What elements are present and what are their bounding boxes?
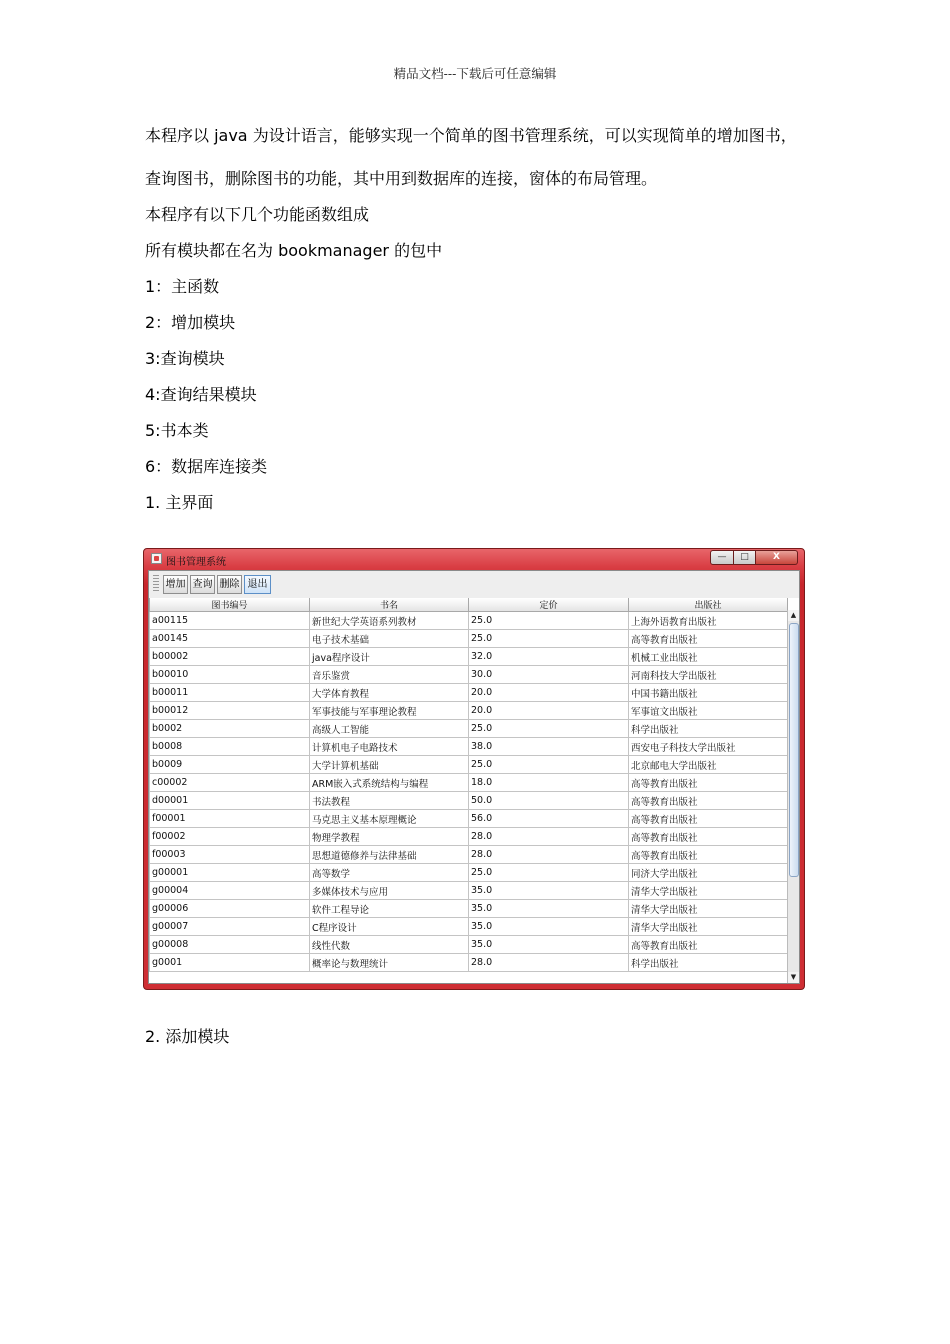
exit-button[interactable]: 退出: [244, 575, 271, 594]
cell-book-title: 物理学教程: [310, 828, 469, 846]
cell-book-id: g00008: [150, 936, 310, 954]
cell-book-publisher: 清华大学出版社: [629, 900, 788, 918]
cell-book-price: 25.0: [469, 864, 629, 882]
column-header-id[interactable]: 图书编号: [150, 598, 310, 612]
cell-book-id: b00011: [150, 684, 310, 702]
table-row[interactable]: [150, 792, 788, 810]
cell-book-price: 38.0: [469, 738, 629, 756]
cell-book-title: 计算机电子电路技术: [310, 738, 469, 756]
toolbar: [149, 571, 799, 599]
cell-book-price: 20.0: [469, 684, 629, 702]
maximize-button[interactable]: □: [734, 550, 756, 565]
table-row[interactable]: [150, 720, 788, 738]
functions-intro: 本程序有以下几个功能函数组成: [145, 205, 370, 224]
list-item-db-connection: 6：数据库连接类: [145, 457, 268, 476]
cell-book-price: 25.0: [469, 612, 629, 630]
toolbar-grip-icon[interactable]: [153, 575, 159, 593]
table-row[interactable]: [150, 882, 788, 900]
cell-book-publisher: 高等教育出版社: [629, 846, 788, 864]
intro-line-1: 本程序以 java 为设计语言，能够实现一个简单的图书管理系统，可以实现简单的增加图书，: [145, 126, 797, 145]
table-row[interactable]: [150, 738, 788, 756]
cell-book-id: a00115: [150, 612, 310, 630]
table-row[interactable]: [150, 684, 788, 702]
cell-book-title: 马克思主义基本原理概论: [310, 810, 469, 828]
list-item-main: 1：主函数: [145, 277, 220, 296]
section-main-ui: 1. 主界面: [145, 493, 214, 512]
cell-book-id: g00006: [150, 900, 310, 918]
package-note: 所有模块都在名为 bookmanager 的包中: [145, 241, 443, 260]
cell-book-price: 35.0: [469, 900, 629, 918]
cell-book-price: 56.0: [469, 810, 629, 828]
cell-book-publisher: 机械工业出版社: [629, 648, 788, 666]
table-row[interactable]: [150, 846, 788, 864]
add-button[interactable]: 增加: [163, 575, 188, 594]
list-item-add: 2：增加模块: [145, 313, 236, 332]
cell-book-title: 书法教程: [310, 792, 469, 810]
cell-book-title: 高等数学: [310, 864, 469, 882]
cell-book-title: 电子技术基础: [310, 630, 469, 648]
app-window-screenshot: [143, 548, 805, 990]
cell-book-id: g00007: [150, 918, 310, 936]
cell-book-id: b00010: [150, 666, 310, 684]
vertical-scrollbar[interactable]: [787, 610, 799, 983]
cell-book-price: 50.0: [469, 792, 629, 810]
cell-book-publisher: 高等教育出版社: [629, 630, 788, 648]
table-row[interactable]: [150, 756, 788, 774]
close-button[interactable]: X: [756, 550, 798, 565]
table-row[interactable]: [150, 630, 788, 648]
list-item-query-result: 4:查询结果模块: [145, 385, 257, 404]
cell-book-price: 28.0: [469, 846, 629, 864]
cell-book-id: g00004: [150, 882, 310, 900]
cell-book-id: b00012: [150, 702, 310, 720]
cell-book-publisher: 高等教育出版社: [629, 792, 788, 810]
cell-book-title: java程序设计: [310, 648, 469, 666]
cell-book-publisher: 清华大学出版社: [629, 918, 788, 936]
cell-book-id: g0001: [150, 954, 310, 972]
intro-line-2: 查询图书，删除图书的功能，其中用到数据库的连接，窗体的布局管理。: [145, 169, 658, 188]
table-row[interactable]: [150, 936, 788, 954]
cell-book-title: 军事技能与军事理论教程: [310, 702, 469, 720]
cell-book-publisher: 高等教育出版社: [629, 774, 788, 792]
delete-button[interactable]: 删除: [217, 575, 242, 594]
cell-book-id: f00003: [150, 846, 310, 864]
table-row[interactable]: [150, 828, 788, 846]
cell-book-title: 多媒体技术与应用: [310, 882, 469, 900]
table-row[interactable]: [150, 648, 788, 666]
cell-book-publisher: 高等教育出版社: [629, 936, 788, 954]
cell-book-title: 新世纪大学英语系列教材: [310, 612, 469, 630]
cell-book-id: b0002: [150, 720, 310, 738]
cell-book-publisher: 河南科技大学出版社: [629, 666, 788, 684]
table-row[interactable]: [150, 612, 788, 630]
cell-book-price: 30.0: [469, 666, 629, 684]
cell-book-title: 思想道德修养与法律基础: [310, 846, 469, 864]
cell-book-price: 25.0: [469, 630, 629, 648]
table-row[interactable]: [150, 666, 788, 684]
cell-book-price: 35.0: [469, 918, 629, 936]
book-table: [149, 598, 799, 983]
cell-book-id: c00002: [150, 774, 310, 792]
window-content: [148, 570, 800, 984]
cell-book-publisher: 军事谊文出版社: [629, 702, 788, 720]
cell-book-price: 28.0: [469, 828, 629, 846]
window-controls: [710, 550, 798, 565]
cell-book-publisher: 同济大学出版社: [629, 864, 788, 882]
cell-book-title: 音乐鉴赏: [310, 666, 469, 684]
cell-book-publisher: 科学出版社: [629, 720, 788, 738]
cell-book-publisher: 上海外语教育出版社: [629, 612, 788, 630]
section-add-module: 2. 添加模块: [145, 1027, 230, 1046]
list-item-book-class: 5:书本类: [145, 421, 209, 440]
cell-book-title: 线性代数: [310, 936, 469, 954]
scroll-down-icon[interactable]: ▼: [788, 972, 799, 983]
cell-book-price: 25.0: [469, 720, 629, 738]
cell-book-title: 概率论与数理统计: [310, 954, 469, 972]
window-title: 图书管理系统: [166, 557, 226, 568]
cell-book-id: a00145: [150, 630, 310, 648]
query-button[interactable]: 查询: [190, 575, 215, 594]
cell-book-publisher: 科学出版社: [629, 954, 788, 972]
scroll-up-icon[interactable]: ▲: [788, 610, 799, 621]
cell-book-id: f00002: [150, 828, 310, 846]
app-icon: [151, 553, 162, 564]
table-row[interactable]: [150, 864, 788, 882]
table-row[interactable]: [150, 918, 788, 936]
cell-book-id: g00001: [150, 864, 310, 882]
cell-book-price: 20.0: [469, 702, 629, 720]
column-header-price[interactable]: 定价: [469, 598, 629, 612]
cell-book-title: 大学体育教程: [310, 684, 469, 702]
cell-book-title: 高级人工智能: [310, 720, 469, 738]
cell-book-id: f00001: [150, 810, 310, 828]
column-header-title[interactable]: 书名: [310, 598, 469, 612]
cell-book-price: 18.0: [469, 774, 629, 792]
cell-book-price: 28.0: [469, 954, 629, 972]
cell-book-title: 软件工程导论: [310, 900, 469, 918]
cell-book-publisher: 清华大学出版社: [629, 882, 788, 900]
cell-book-id: d00001: [150, 792, 310, 810]
cell-book-id: b00002: [150, 648, 310, 666]
cell-book-price: 35.0: [469, 882, 629, 900]
table-row[interactable]: [150, 900, 788, 918]
cell-book-publisher: 北京邮电大学出版社: [629, 756, 788, 774]
page-header: 精品文档---下载后可任意编辑: [393, 66, 557, 81]
table-row[interactable]: [150, 702, 788, 720]
cell-book-title: ARM嵌入式系统结构与编程: [310, 774, 469, 792]
table-row[interactable]: [150, 774, 788, 792]
table-row[interactable]: [150, 810, 788, 828]
minimize-button[interactable]: —: [710, 550, 734, 565]
table-row[interactable]: [150, 954, 788, 972]
column-header-publisher[interactable]: 出版社: [629, 598, 788, 612]
cell-book-price: 32.0: [469, 648, 629, 666]
scrollbar-thumb[interactable]: [789, 623, 799, 877]
cell-book-id: b0009: [150, 756, 310, 774]
list-item-query: 3:查询模块: [145, 349, 225, 368]
cell-book-publisher: 西安电子科技大学出版社: [629, 738, 788, 756]
cell-book-publisher: 高等教育出版社: [629, 828, 788, 846]
cell-book-title: 大学计算机基础: [310, 756, 469, 774]
cell-book-publisher: 中国书籍出版社: [629, 684, 788, 702]
cell-book-price: 25.0: [469, 756, 629, 774]
window-title-bar[interactable]: [144, 549, 804, 569]
cell-book-price: 35.0: [469, 936, 629, 954]
cell-book-publisher: 高等教育出版社: [629, 810, 788, 828]
cell-book-id: b0008: [150, 738, 310, 756]
cell-book-title: C程序设计: [310, 918, 469, 936]
